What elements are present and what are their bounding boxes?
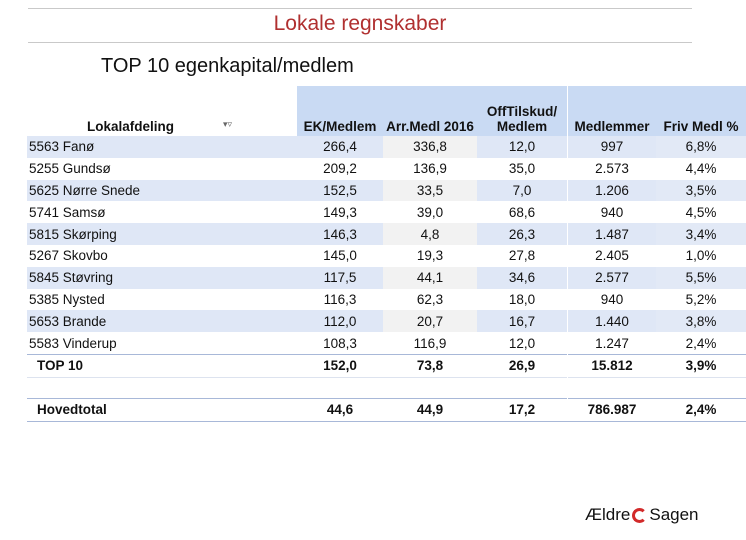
total-arr: 44,9 — [383, 398, 477, 421]
row-name: 5563 Fanø — [27, 136, 297, 158]
row-ek-medlem: 152,5 — [297, 180, 383, 202]
row-offtilskud: 68,6 — [508, 204, 536, 220]
header-ek-medlem[interactable]: EK/Medlem — [297, 86, 383, 136]
row-arr-medl: 336,8 — [383, 136, 477, 158]
row-name: 5815 Skørping — [27, 223, 297, 245]
spacer-cell — [383, 377, 477, 398]
top10-ek: 152,0 — [297, 354, 383, 377]
spacer-row — [27, 377, 746, 398]
top10-name: TOP 10 — [27, 354, 297, 377]
table-row — [27, 310, 746, 332]
row-arr-medl: 4,8 — [383, 223, 477, 245]
row-friv-medl: 2,4% — [685, 335, 717, 351]
row-name: 5583 Vinderup — [29, 335, 117, 351]
top10-members: 15.812 — [568, 354, 657, 377]
table-row — [27, 201, 746, 223]
table-row — [27, 332, 746, 354]
row-medlemmer: 940 — [568, 201, 657, 223]
row-offtilskud: 16,7 — [477, 310, 568, 332]
row-offtilskud: 12,0 — [477, 136, 568, 158]
table-row — [27, 289, 746, 311]
row-arr-medl: 62,3 — [383, 289, 477, 311]
table-header-row — [27, 86, 746, 136]
header-arr-medl[interactable]: Arr.Medl 2016 — [383, 86, 477, 136]
row-medlemmer: 2.405 — [568, 245, 657, 267]
row-medlemmer: 940 — [568, 289, 657, 311]
row-medlemmer: 1.487 — [568, 223, 657, 245]
row-name: 5385 Nysted — [29, 291, 105, 307]
header-friv-medl[interactable]: Friv Medl % — [656, 86, 746, 136]
row-medlemmer: 2.577 — [568, 267, 657, 289]
table-row — [27, 245, 746, 267]
table-row — [27, 158, 746, 180]
total-off: 17,2 — [477, 398, 568, 421]
row-friv-medl: 4,4% — [685, 161, 717, 177]
spacer-cell — [297, 377, 383, 398]
row-arr-medl: 20,7 — [383, 310, 477, 332]
row-ek-medlem: 209,2 — [323, 161, 357, 177]
row-name: 5267 Skovbo — [29, 248, 108, 264]
total-ek: 44,6 — [297, 398, 383, 421]
row-offtilskud: 35,0 — [508, 161, 536, 177]
table-row — [27, 180, 746, 202]
row-offtilskud: 12,0 — [508, 335, 536, 351]
spacer-cell — [568, 377, 657, 398]
row-arr-medl: 33,5 — [383, 180, 477, 202]
header-offtilskud-line2: Medlem — [496, 119, 548, 134]
row-friv-medl: 6,8% — [656, 136, 746, 158]
top10-arr: 73,8 — [383, 354, 477, 377]
row-friv-medl: 3,8% — [656, 310, 746, 332]
spacer-cell — [27, 377, 297, 398]
row-ek-medlem: 266,4 — [297, 136, 383, 158]
title-rule — [28, 42, 692, 43]
row-offtilskud: 27,8 — [508, 248, 536, 264]
row-medlemmer: 1.440 — [568, 310, 657, 332]
table-row — [27, 267, 746, 289]
row-friv-medl: 5,2% — [685, 291, 717, 307]
header-lokalafdeling[interactable]: Lokalafdeling — [87, 119, 175, 134]
row-arr-medl: 136,9 — [383, 158, 477, 180]
top10-row — [27, 354, 746, 377]
row-friv-medl: 3,5% — [656, 180, 746, 202]
top10-off: 26,9 — [477, 354, 568, 377]
row-medlemmer: 1.206 — [568, 180, 657, 202]
logo-swirl-icon — [632, 508, 647, 523]
accounts-table — [27, 86, 739, 420]
table-body — [27, 136, 746, 354]
spacer-cell — [656, 377, 746, 398]
spacer-cell — [477, 377, 568, 398]
row-ek-medlem: 145,0 — [323, 248, 357, 264]
row-name: 5255 Gundsø — [29, 161, 111, 177]
row-friv-medl: 1,0% — [685, 248, 717, 264]
row-offtilskud: 34,6 — [477, 267, 568, 289]
row-ek-medlem: 117,5 — [297, 267, 383, 289]
table-row — [27, 223, 746, 245]
row-friv-medl: 4,5% — [685, 204, 717, 220]
total-row — [27, 398, 746, 421]
total-name: Hovedtotal — [27, 398, 297, 421]
top-rule — [28, 8, 692, 9]
total-friv: 2,4% — [656, 398, 746, 421]
aeldre-sagen-logo — [585, 503, 699, 527]
header-offtilskud-line1: OffTilskud/ — [486, 104, 558, 119]
row-ek-medlem: 108,3 — [323, 335, 357, 351]
header-offtilskud[interactable] — [477, 86, 568, 136]
row-name: 5845 Støvring — [27, 267, 297, 289]
row-ek-medlem: 149,3 — [323, 204, 357, 220]
row-ek-medlem: 116,3 — [323, 291, 357, 307]
logo-text-part1: Ældre — [585, 505, 631, 524]
row-arr-medl: 39,0 — [383, 201, 477, 223]
row-offtilskud: 18,0 — [508, 291, 536, 307]
slide-title: Lokale regnskaber — [273, 12, 447, 35]
row-offtilskud: 26,3 — [477, 223, 568, 245]
table-row — [27, 136, 746, 158]
row-arr-medl: 19,3 — [383, 245, 477, 267]
filter-icon[interactable]: ▾▿ — [223, 119, 233, 129]
total-members: 786.987 — [568, 398, 657, 421]
row-friv-medl: 5,5% — [656, 267, 746, 289]
row-name: 5625 Nørre Snede — [27, 180, 297, 202]
header-medlemmer[interactable]: Medlemmer — [568, 86, 657, 136]
row-offtilskud: 7,0 — [477, 180, 568, 202]
row-name: 5653 Brande — [27, 310, 297, 332]
row-friv-medl: 3,4% — [656, 223, 746, 245]
logo-text-part2: Sagen — [649, 505, 699, 524]
row-arr-medl: 116,9 — [383, 332, 477, 354]
row-name: 5741 Samsø — [29, 204, 106, 220]
row-medlemmer: 1.247 — [568, 332, 657, 354]
row-medlemmer: 997 — [568, 136, 657, 158]
top10-friv: 3,9% — [656, 354, 746, 377]
row-medlemmer: 2.573 — [568, 158, 657, 180]
row-ek-medlem: 146,3 — [297, 223, 383, 245]
row-arr-medl: 44,1 — [383, 267, 477, 289]
row-ek-medlem: 112,0 — [297, 310, 383, 332]
slide-subtitle: TOP 10 egenkapital/medlem — [101, 55, 354, 77]
